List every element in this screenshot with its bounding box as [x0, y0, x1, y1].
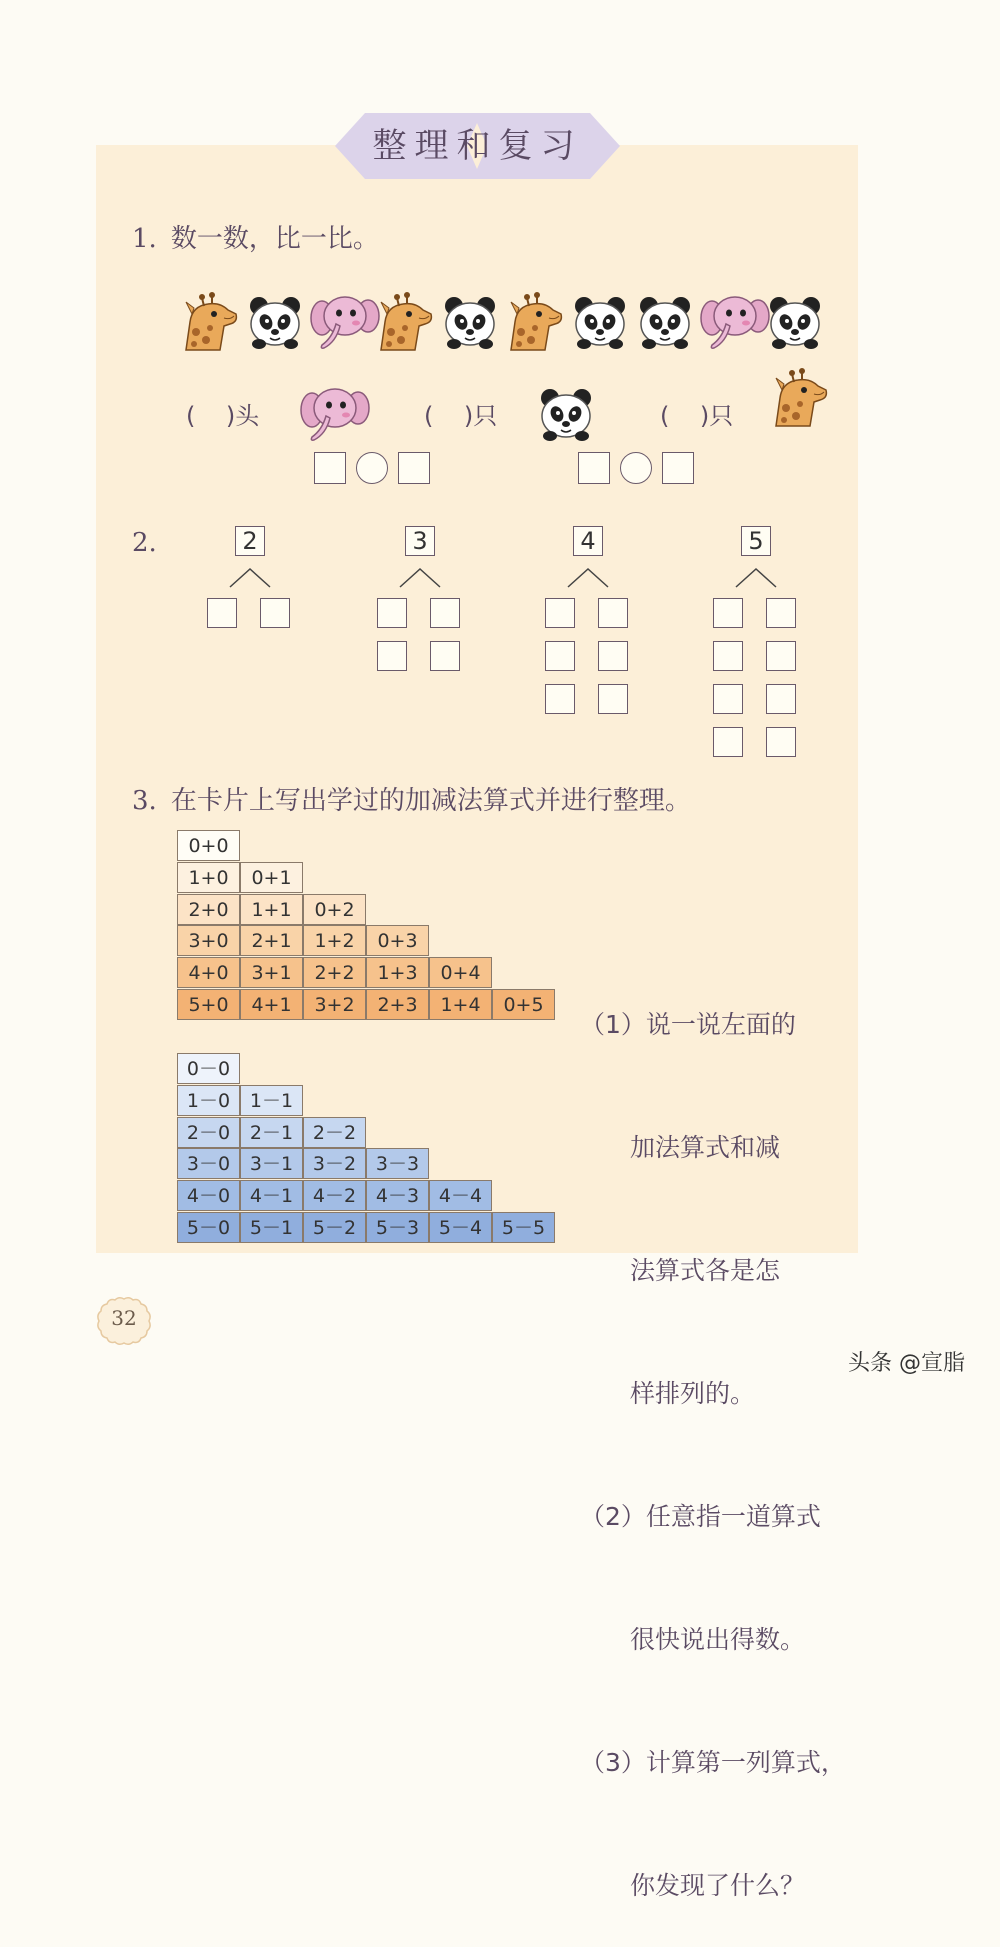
equation-card: 0+4	[429, 957, 492, 988]
equation-card: 3+0	[177, 925, 240, 956]
equation-card: 5－4	[429, 1212, 492, 1243]
branch-lines	[228, 567, 272, 589]
equation-card: 0－0	[177, 1053, 240, 1084]
question-3-number: 3.	[132, 786, 157, 816]
split-box[interactable]	[713, 641, 743, 671]
giraffe-icon	[180, 292, 240, 352]
branch-lines	[398, 567, 442, 589]
equation-card: 3－1	[240, 1148, 303, 1179]
split-box[interactable]	[713, 727, 743, 757]
equation-card: 1+0	[177, 862, 240, 893]
equation-card: 3－3	[366, 1148, 429, 1179]
elephant-icon	[300, 384, 360, 444]
split-box[interactable]	[598, 641, 628, 671]
equation-card: 3－0	[177, 1148, 240, 1179]
split-box[interactable]	[545, 641, 575, 671]
question-1	[132, 218, 379, 255]
giraffe-icon	[505, 292, 565, 352]
equation-card: 4－3	[366, 1180, 429, 1211]
equation-card: 1+3	[366, 957, 429, 988]
split-box[interactable]	[545, 684, 575, 714]
panda-icon	[570, 292, 630, 352]
equation-card: 1－1	[240, 1085, 303, 1116]
question-1-text: 数一数，比一比。	[170, 224, 379, 254]
split-box[interactable]	[377, 641, 407, 671]
elephant-icon	[700, 292, 760, 352]
split-box[interactable]	[766, 727, 796, 757]
note-line: （1）说一说左面的	[580, 1010, 796, 1039]
question-2	[132, 528, 171, 558]
split-box[interactable]	[598, 684, 628, 714]
watermark: 头条 @宣脂	[848, 1351, 965, 1376]
equation-card: 4+1	[240, 989, 303, 1020]
giraffe-icon	[375, 292, 435, 352]
question-1-number: 1.	[132, 224, 157, 254]
equation-card: 5+0	[177, 989, 240, 1020]
equation-card: 2+2	[303, 957, 366, 988]
split-box[interactable]	[766, 684, 796, 714]
compare-circle[interactable]	[356, 452, 388, 484]
equation-card: 2－0	[177, 1117, 240, 1148]
split-box[interactable]	[713, 684, 743, 714]
question-3-text: 在卡片上写出学过的加减法算式并进行整理。	[170, 786, 691, 816]
split-box[interactable]	[598, 598, 628, 628]
page-title: 整理和复习	[372, 126, 583, 166]
note-line: （3）计算第一列算式，	[580, 1748, 846, 1777]
equation-card: 2－2	[303, 1117, 366, 1148]
split-box[interactable]	[766, 598, 796, 628]
equation-card: 2+3	[366, 989, 429, 1020]
split-box[interactable]	[260, 598, 290, 628]
equation-card: 5－1	[240, 1212, 303, 1243]
equation-card: 2+1	[240, 925, 303, 956]
branch-lines	[566, 567, 610, 589]
split-number: 2	[235, 526, 265, 556]
giraffe-icon	[770, 368, 830, 428]
compare-circle[interactable]	[620, 452, 652, 484]
page-number: 32	[111, 1306, 137, 1330]
answer-panda-count: ( )只	[424, 402, 498, 430]
note-line: 加法算式和减	[580, 1133, 781, 1162]
split-box[interactable]	[430, 598, 460, 628]
panda-icon	[765, 292, 825, 352]
equation-card: 2－1	[240, 1117, 303, 1148]
note-line: 法算式各是怎	[580, 1256, 781, 1285]
split-box[interactable]	[430, 641, 460, 671]
equation-card: 4－4	[429, 1180, 492, 1211]
panda-icon	[635, 292, 695, 352]
equation-card: 3－2	[303, 1148, 366, 1179]
equation-card: 4－2	[303, 1180, 366, 1211]
equation-card: 1+1	[240, 894, 303, 925]
branch-lines	[734, 567, 778, 589]
equation-card: 5－2	[303, 1212, 366, 1243]
equation-card: 1+4	[429, 989, 492, 1020]
equation-card: 1+2	[303, 925, 366, 956]
equation-card: 3+2	[303, 989, 366, 1020]
note-line: （2）任意指一道算式	[580, 1502, 821, 1531]
note-line: 样排列的。	[580, 1379, 756, 1408]
split-box[interactable]	[377, 598, 407, 628]
equation-card: 0+0	[177, 830, 240, 861]
compare-box[interactable]	[578, 452, 610, 484]
answer-elephant-count: ( )头	[186, 402, 260, 430]
note-line: 你发现了什么？	[580, 1871, 806, 1900]
panda-icon	[440, 292, 500, 352]
notes	[580, 922, 846, 1947]
question-2-number: 2.	[132, 528, 157, 558]
equation-card: 1－0	[177, 1085, 240, 1116]
equation-card: 0+2	[303, 894, 366, 925]
compare-box[interactable]	[662, 452, 694, 484]
equation-card: 5－3	[366, 1212, 429, 1243]
animal-row	[180, 292, 830, 352]
equation-card: 4－0	[177, 1180, 240, 1211]
equation-card: 3+1	[240, 957, 303, 988]
split-box[interactable]	[545, 598, 575, 628]
panda-icon	[536, 384, 596, 444]
split-box[interactable]	[207, 598, 237, 628]
equation-card: 0+1	[240, 862, 303, 893]
answer-giraffe-count: ( )只	[660, 402, 734, 430]
equation-card: 5－0	[177, 1212, 240, 1243]
split-number: 4	[573, 526, 603, 556]
equation-card: 5－5	[492, 1212, 555, 1243]
equation-card: 0+5	[492, 989, 555, 1020]
equation-card: 4+0	[177, 957, 240, 988]
note-line: 很快说出得数。	[580, 1625, 806, 1654]
equation-card: 2+0	[177, 894, 240, 925]
split-box[interactable]	[766, 641, 796, 671]
split-number: 5	[741, 526, 771, 556]
compare-box[interactable]	[314, 452, 346, 484]
split-number: 3	[405, 526, 435, 556]
equation-card: 0+3	[366, 925, 429, 956]
elephant-icon	[310, 292, 370, 352]
compare-box[interactable]	[398, 452, 430, 484]
equation-card: 4－1	[240, 1180, 303, 1211]
split-box[interactable]	[713, 598, 743, 628]
panda-icon	[245, 292, 305, 352]
question-3	[132, 780, 691, 817]
